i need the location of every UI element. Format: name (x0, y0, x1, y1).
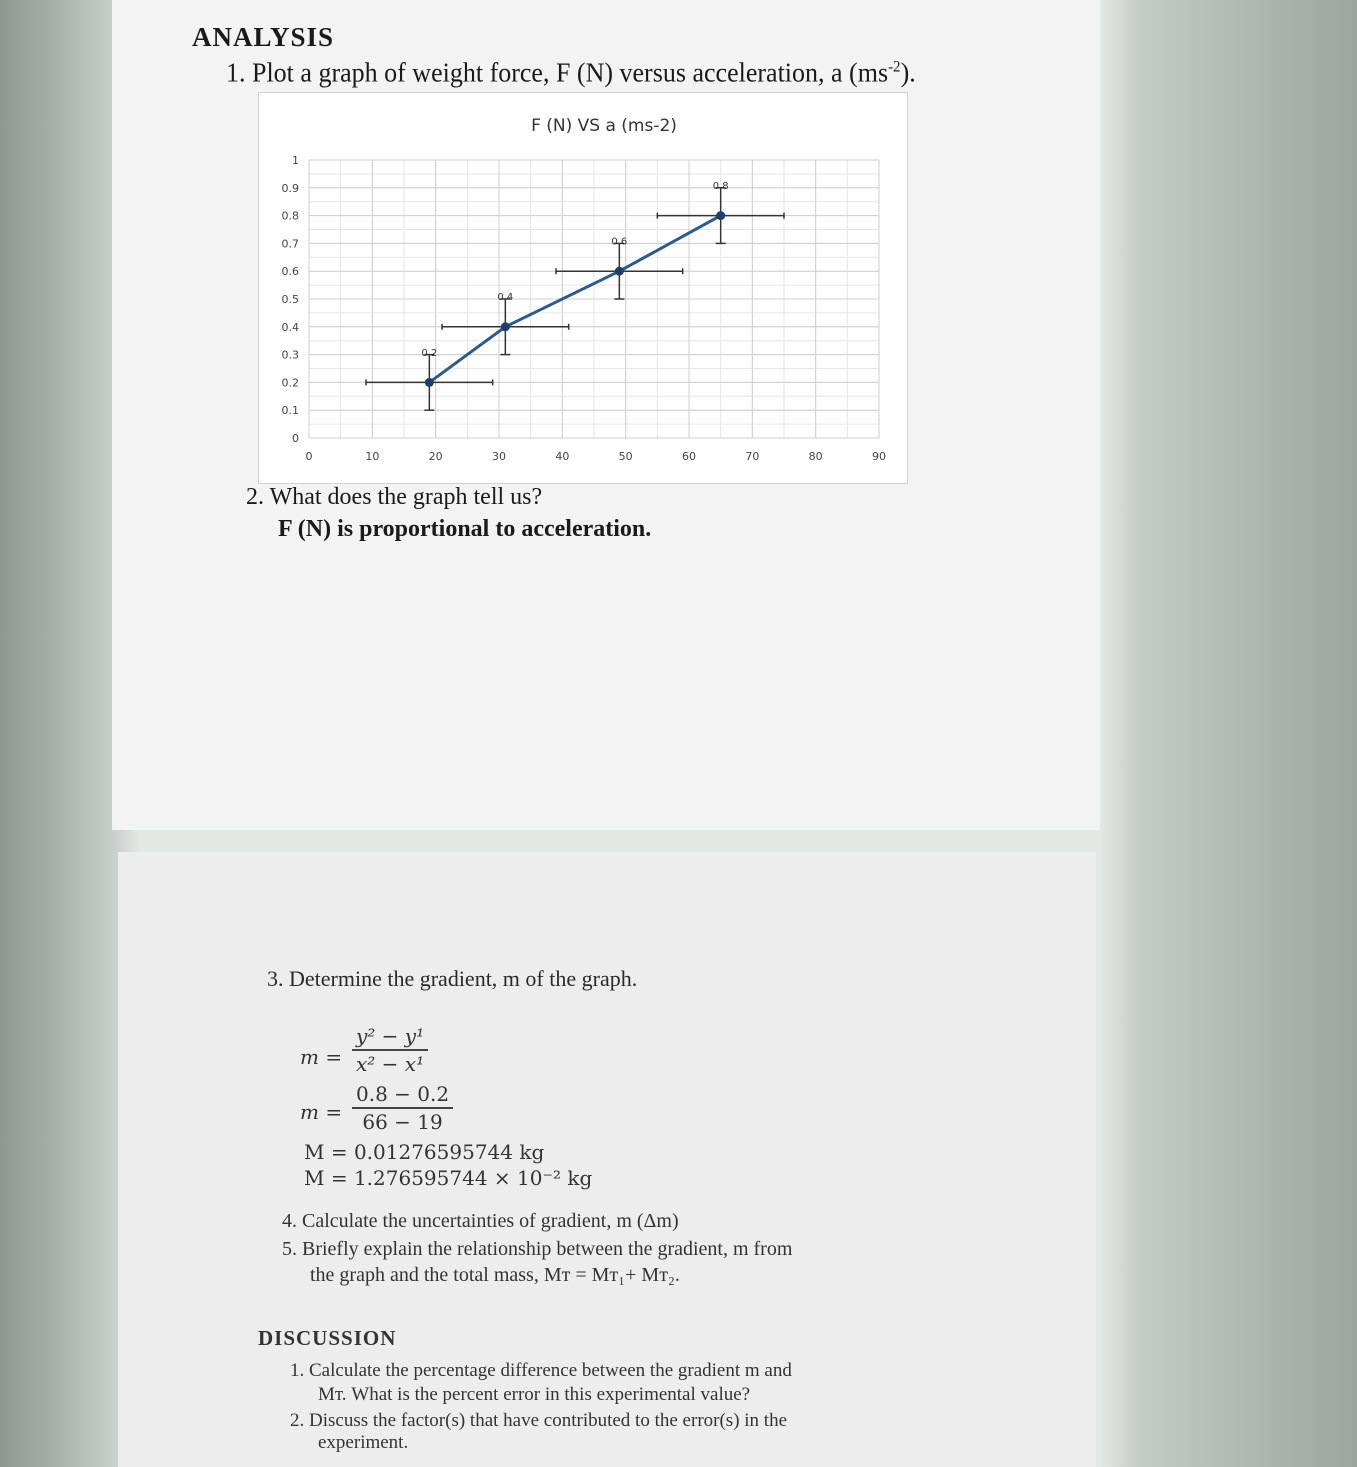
x-tick-label: 20 (428, 450, 443, 463)
discussion-item-1-number: 1. (290, 1360, 305, 1381)
y-tick-label: 0.1 (281, 404, 299, 418)
question-3-number: 3. (267, 966, 284, 991)
discussion-item-2 (290, 1410, 787, 1432)
discussion-item-1-line-1: Calculate the percentage difference between the gradient m and (309, 1360, 792, 1381)
y-tick-label: 0 (292, 432, 299, 445)
discussion-item-2-line-2: experiment. (318, 1432, 409, 1453)
question-1-tail: ). (900, 57, 916, 88)
y-tick-label: 0.9 (281, 181, 299, 195)
data-label: 0.8 (712, 181, 729, 193)
question-3-text: Determine the gradient, m of the graph. (289, 966, 638, 991)
equation-1-numerator: y² − y¹ (356, 1024, 425, 1048)
y-tick-label: 0.8 (281, 209, 299, 223)
equation-4: M = 1.276595744 × 10⁻² kg (304, 1166, 593, 1190)
equation-2-fraction (352, 1082, 453, 1134)
chart-canvas (259, 93, 907, 483)
discussion-item-1-line-2: Mт. What is the percent error in this experimental value? (318, 1384, 751, 1405)
discussion-item-1 (290, 1360, 792, 1382)
question-2-text: What does the graph tell us? (269, 484, 543, 510)
question-5-line-1: Briefly explain the relationship between the gradient, m from (302, 1238, 793, 1260)
question-1-text: Plot a graph of weight force, F (N) versus acceleration, a (ms (252, 57, 889, 88)
y-tick-label: 1 (292, 154, 299, 167)
x-tick-label: 60 (682, 450, 696, 463)
question-5 (282, 1238, 792, 1261)
equation-2-numerator: 0.8 − 0.2 (356, 1082, 450, 1106)
data-label: 0.6 (611, 236, 628, 248)
equation-1-denominator: x² − x¹ (352, 1049, 428, 1076)
equation-1-lhs: m = (300, 1045, 343, 1069)
question-2-answer: F (N) is proportional to acceleration. (278, 516, 652, 542)
data-label: 0.2 (421, 347, 438, 359)
force-acceleration-chart (258, 92, 908, 484)
y-tick-label: 0.3 (281, 348, 299, 362)
x-tick-label: 50 (618, 450, 633, 463)
y-tick-label: 0.2 (281, 376, 299, 390)
data-point (425, 378, 434, 387)
question-4-number: 4. (282, 1210, 297, 1232)
chart-title: F (N) VS a (ms-2) (531, 116, 677, 136)
question-1-number: 1. (226, 57, 246, 88)
data-point (716, 211, 725, 220)
y-tick-label: 0.4 (281, 320, 299, 334)
question-3 (267, 966, 637, 992)
data-point (501, 322, 510, 331)
equation-3: M = 0.01276595744 kg (304, 1140, 545, 1164)
question-1 (226, 57, 916, 89)
equation-1-fraction (352, 1024, 428, 1076)
discussion-item-2-line-1: Discuss the factor(s) that have contributed to the error(s) in the (309, 1410, 788, 1431)
x-tick-label: 0 (305, 450, 313, 463)
equation-2-lhs: m = (300, 1100, 343, 1124)
y-tick-label: 0.6 (281, 265, 299, 279)
discussion-item-2-number: 2. (290, 1410, 305, 1431)
data-point (615, 267, 624, 276)
x-tick-label: 90 (872, 450, 886, 463)
x-tick-label: 40 (555, 450, 570, 463)
question-4 (282, 1210, 679, 1233)
question-5-line-2: the graph and the total mass, Mт = Mт₁+ Mт₂. (310, 1264, 680, 1286)
question-5-number: 5. (282, 1238, 297, 1260)
x-tick-label: 80 (808, 450, 823, 463)
x-tick-label: 70 (745, 450, 760, 463)
y-tick-label: 0.7 (281, 237, 299, 251)
question-2-number: 2. (246, 484, 264, 510)
analysis-heading: ANALYSIS (192, 22, 335, 52)
x-tick-label: 30 (492, 450, 506, 463)
question-1-superscript: -2 (888, 58, 901, 76)
equation-2-denominator: 66 − 19 (352, 1107, 453, 1134)
question-4-text: Calculate the uncertainties of gradient, m (Δm) (302, 1210, 679, 1232)
question-2 (246, 484, 542, 511)
data-label: 0.4 (497, 292, 514, 304)
x-tick-label: 10 (365, 450, 380, 463)
y-tick-label: 0.5 (281, 293, 299, 306)
discussion-heading: DISCUSSION (258, 1326, 397, 1350)
